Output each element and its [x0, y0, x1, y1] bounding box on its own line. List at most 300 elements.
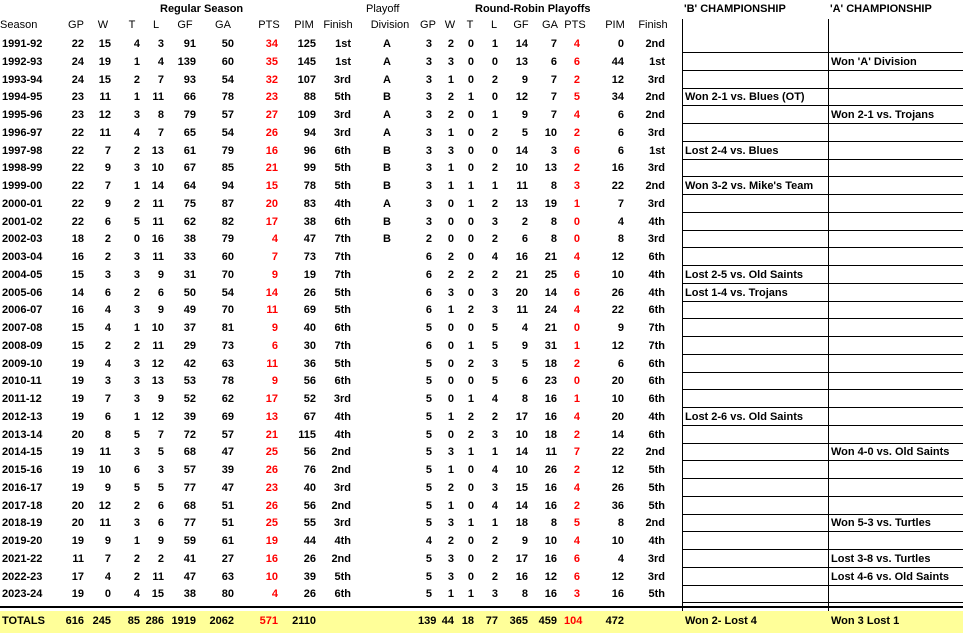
row-cell-pim: 38 — [303, 216, 316, 228]
row-cell-finish: 6th — [334, 216, 351, 228]
row-cell-rr-gf: 4 — [521, 322, 528, 334]
row-cell-w: 9 — [104, 198, 111, 210]
row-cell-season: 2010-11 — [2, 375, 42, 387]
row-cell-gf: 66 — [183, 91, 196, 103]
row-cell-rr-gf: 6 — [521, 233, 528, 245]
row-cell-rr-pim: 26 — [611, 287, 624, 299]
row-cell-gf: 29 — [183, 340, 196, 352]
row-cell-finish: 5th — [334, 304, 351, 316]
row-cell-rr-finish: 6th — [648, 393, 665, 405]
row-cell-rr-l: 3 — [491, 482, 498, 494]
row-cell-t: 3 — [133, 251, 140, 263]
row-cell-rr-pts: 4 — [573, 482, 580, 494]
row-cell-season: 2001-02 — [2, 216, 43, 228]
row-cell-rr-l: 2 — [491, 74, 498, 86]
row-cell-rr-finish: 5th — [648, 588, 665, 600]
totals-w: 245 — [92, 615, 111, 627]
row-cell-rr-ga: 19 — [544, 198, 557, 210]
row-cell-rr-gf: 2 — [521, 216, 528, 228]
row-cell-rr-w: 1 — [447, 127, 454, 139]
row-cell-rr-ga: 26 — [544, 464, 557, 476]
row-cell-finish: 7th — [334, 251, 351, 263]
row-cell-t: 2 — [133, 287, 140, 299]
totals-a-championship: Won 3 Lost 1 — [831, 615, 900, 627]
row-cell-pts: 9 — [271, 269, 278, 281]
column-header-ga: GA — [215, 19, 231, 31]
row-cell-rr-pts: 2 — [573, 464, 580, 476]
row-cell-rr-l: 0 — [491, 145, 498, 157]
row-cell-rr-gf: 9 — [521, 74, 528, 86]
row-cell-rr-gp: 5 — [425, 517, 432, 529]
row-cell-rr-l: 2 — [491, 571, 498, 583]
row-cell-w: 0 — [104, 588, 111, 600]
row-cell-division: B — [383, 162, 391, 174]
totals-rr-ga: 459 — [538, 615, 557, 627]
row-cell-rr-t: 0 — [467, 287, 474, 299]
row-cell-finish: 3rd — [333, 127, 351, 139]
row-cell-w: 11 — [99, 127, 111, 139]
row-cell-rr-gp: 3 — [425, 109, 432, 121]
row-cell-rr-finish: 3rd — [647, 233, 665, 245]
row-cell-gf: 68 — [183, 446, 196, 458]
b-championship-heading: 'B' CHAMPIONSHIP — [684, 3, 786, 15]
row-cell-t: 1 — [133, 91, 140, 103]
row-cell-gp: 14 — [71, 287, 84, 299]
row-cell-pts: 13 — [265, 411, 278, 423]
row-cell-division: B — [383, 216, 391, 228]
column-header-rr-gp: GP — [420, 19, 436, 31]
row-cell-rr-gf: 6 — [521, 375, 528, 387]
row-cell-gp: 19 — [71, 464, 84, 476]
row-cell-rr-gp: 6 — [425, 269, 432, 281]
row-cell-l: 11 — [152, 91, 164, 103]
row-cell-ga: 78 — [221, 375, 234, 387]
row-cell-rr-gp: 3 — [425, 56, 432, 68]
row-cell-l: 5 — [157, 446, 164, 458]
row-cell-rr-l: 3 — [491, 216, 498, 228]
row-cell-rr-l: 1 — [491, 109, 498, 121]
row-cell-rr-l: 2 — [491, 162, 498, 174]
row-cell-rr-l: 1 — [491, 517, 498, 529]
row-cell-w: 4 — [104, 322, 111, 334]
row-cell-rr-pim: 10 — [611, 393, 624, 405]
row-divider — [682, 318, 963, 319]
row-divider — [682, 496, 963, 497]
row-divider — [682, 52, 963, 53]
row-cell-rr-gf: 8 — [521, 588, 528, 600]
playoff-heading: Playoff — [366, 3, 400, 15]
row-cell-season: 1997-98 — [2, 145, 43, 157]
row-cell-rr-pim: 9 — [617, 322, 624, 334]
column-header-pim: PIM — [294, 19, 314, 31]
row-cell-pim: 56 — [303, 446, 316, 458]
row-cell-ga: 70 — [221, 269, 234, 281]
row-cell-gp: 20 — [71, 500, 84, 512]
row-cell-rr-pts: 3 — [573, 588, 580, 600]
row-cell-rr-gp: 2 — [425, 233, 432, 245]
row-divider — [682, 602, 963, 603]
row-divider — [682, 425, 963, 426]
row-cell-rr-finish: 1st — [649, 56, 665, 68]
row-cell-pts: 17 — [265, 393, 278, 405]
row-cell-rr-gf: 5 — [521, 127, 528, 139]
row-cell-l: 6 — [157, 500, 164, 512]
totals-t: 85 — [127, 615, 140, 627]
row-cell-rr-t: 0 — [467, 375, 474, 387]
row-cell-l: 10 — [151, 162, 164, 174]
row-cell-rr-ga: 31 — [544, 340, 557, 352]
row-cell-l: 3 — [157, 38, 164, 50]
row-cell-pts: 27 — [265, 109, 278, 121]
row-cell-rr-w: 0 — [447, 340, 454, 352]
row-cell-gp: 19 — [71, 375, 84, 387]
row-cell-rr-finish: 3rd — [647, 74, 665, 86]
row-cell-ga: 54 — [221, 74, 234, 86]
row-cell-rr-pts: 5 — [573, 91, 580, 103]
row-cell-rr-finish: 1st — [649, 145, 665, 157]
row-cell-finish: 5th — [334, 162, 351, 174]
row-cell-w: 3 — [104, 375, 111, 387]
row-cell-rr-l: 2 — [491, 233, 498, 245]
row-cell-rr-finish: 6th — [648, 358, 665, 370]
row-cell-rr-pim: 20 — [611, 375, 624, 387]
row-cell-rr-gf: 8 — [521, 393, 528, 405]
row-cell-rr-ga: 18 — [544, 429, 557, 441]
row-cell-pts: 26 — [265, 127, 278, 139]
row-cell-l: 9 — [157, 304, 164, 316]
row-cell-finish: 6th — [334, 145, 351, 157]
row-cell-season: 2022-23 — [2, 571, 43, 583]
row-cell-rr-ga: 10 — [544, 127, 557, 139]
row-cell-l: 11 — [152, 251, 164, 263]
row-cell-l: 6 — [157, 287, 164, 299]
row-cell-pim: 40 — [303, 322, 316, 334]
row-cell-rr-finish: 2nd — [645, 180, 665, 192]
row-cell-rr-w: 0 — [447, 233, 454, 245]
row-cell-ga: 63 — [221, 358, 234, 370]
row-cell-season: 1993-94 — [2, 74, 43, 86]
row-cell-pts: 14 — [265, 287, 278, 299]
row-cell-rr-l: 0 — [491, 91, 498, 103]
row-divider — [682, 407, 963, 408]
row-cell-l: 9 — [157, 535, 164, 547]
row-cell-rr-gp: 5 — [425, 322, 432, 334]
row-cell-gp: 19 — [71, 482, 84, 494]
row-cell-rr-ga: 16 — [544, 500, 557, 512]
row-cell-gf: 72 — [183, 429, 196, 441]
row-cell-pts: 7 — [271, 251, 278, 263]
row-cell-pts: 4 — [271, 233, 278, 245]
row-cell-rr-finish: 3rd — [647, 198, 665, 210]
row-cell-gf: 91 — [183, 38, 196, 50]
row-cell-division: B — [383, 233, 391, 245]
row-cell-rr-ga: 6 — [550, 56, 557, 68]
row-cell-rr-gf: 10 — [515, 464, 528, 476]
row-cell-pts: 26 — [265, 500, 278, 512]
row-cell-rr-t: 1 — [467, 588, 474, 600]
row-cell-rr-pts: 4 — [573, 411, 580, 423]
row-cell-pts: 11 — [266, 304, 278, 316]
row-cell-rr-pts: 0 — [573, 216, 580, 228]
row-cell-l: 13 — [151, 375, 164, 387]
row-cell-division: B — [383, 145, 391, 157]
row-cell-rr-gf: 13 — [515, 56, 528, 68]
row-divider — [682, 460, 963, 461]
row-divider — [682, 194, 963, 195]
column-header-rr-w: W — [444, 19, 456, 31]
row-cell-rr-w: 2 — [447, 482, 454, 494]
row-cell-rr-gp: 5 — [425, 358, 432, 370]
row-cell-gf: 52 — [183, 393, 196, 405]
row-cell-l: 11 — [152, 571, 164, 583]
row-cell-rr-t: 0 — [467, 233, 474, 245]
row-cell-rr-finish: 5th — [648, 482, 665, 494]
row-cell-w: 7 — [104, 180, 111, 192]
row-cell-rr-gf: 17 — [515, 411, 528, 423]
row-cell-t: 1 — [133, 411, 140, 423]
row-cell-gp: 23 — [71, 91, 84, 103]
row-cell-finish: 2nd — [331, 464, 351, 476]
row-cell-gf: 67 — [183, 162, 196, 174]
row-cell-rr-t: 0 — [467, 571, 474, 583]
row-cell-rr-l: 4 — [491, 464, 498, 476]
row-cell-t: 5 — [133, 216, 140, 228]
column-header-rr-l: L — [490, 19, 498, 31]
row-cell-season: 2015-16 — [2, 464, 43, 476]
row-cell-rr-pim: 22 — [611, 446, 624, 458]
row-cell-rr-gf: 10 — [515, 429, 528, 441]
row-cell-rr-t: 0 — [467, 109, 474, 121]
row-cell-finish: 7th — [334, 233, 351, 245]
row-cell-season: 1992-93 — [2, 56, 43, 68]
row-cell-t: 3 — [133, 393, 140, 405]
row-cell-rr-t: 0 — [467, 216, 474, 228]
row-cell-rr-pim: 34 — [611, 91, 624, 103]
row-cell-rr-pim: 22 — [611, 304, 624, 316]
row-cell-rr-pts: 2 — [573, 358, 580, 370]
row-cell-pts: 9 — [271, 322, 278, 334]
row-cell-gp: 19 — [71, 358, 84, 370]
row-cell-t: 3 — [133, 517, 140, 529]
row-cell-rr-pts: 0 — [573, 233, 580, 245]
row-cell-w: 11 — [99, 446, 111, 458]
row-cell-t: 2 — [133, 198, 140, 210]
column-header-gp: GP — [68, 19, 84, 31]
row-cell-gp: 17 — [71, 571, 84, 583]
row-cell-pts: 23 — [265, 482, 278, 494]
row-cell-rr-t: 0 — [467, 38, 474, 50]
row-cell-rr-t: 2 — [467, 269, 474, 281]
row-cell-gp: 19 — [71, 535, 84, 547]
row-cell-rr-t: 0 — [467, 56, 474, 68]
row-cell-rr-gp: 3 — [425, 127, 432, 139]
row-cell-division — [364, 267, 410, 284]
row-cell-rr-w: 3 — [447, 553, 454, 565]
row-cell-l: 11 — [152, 340, 164, 352]
row-cell-t: 4 — [133, 588, 140, 600]
row-cell-rr-gf: 17 — [515, 553, 528, 565]
row-cell-rr-l: 3 — [491, 287, 498, 299]
row-cell-w: 9 — [104, 482, 111, 494]
row-cell-rr-w: 1 — [447, 411, 454, 423]
row-cell-finish: 4th — [334, 429, 351, 441]
row-cell-rr-gf: 9 — [521, 340, 528, 352]
row-cell-rr-gp: 3 — [425, 145, 432, 157]
row-cell-rr-l: 3 — [491, 304, 498, 316]
row-cell-l: 15 — [151, 588, 164, 600]
row-cell-gp: 19 — [71, 411, 84, 423]
row-cell-rr-pim: 44 — [611, 56, 624, 68]
row-cell-gf: 77 — [183, 517, 196, 529]
row-cell-ga: 80 — [221, 588, 234, 600]
row-cell-l: 9 — [157, 393, 164, 405]
row-cell-rr-gf: 21 — [515, 269, 528, 281]
row-cell-rr-pim: 20 — [611, 411, 624, 423]
row-cell-rr-ga: 13 — [544, 162, 557, 174]
row-cell-w: 6 — [104, 411, 111, 423]
row-cell-rr-gf: 15 — [515, 482, 528, 494]
row-cell-ga: 73 — [221, 340, 234, 352]
row-divider — [682, 301, 963, 302]
row-cell-pim: 73 — [303, 251, 316, 263]
row-cell-rr-pts: 6 — [573, 553, 580, 565]
a-championship-heading: 'A' CHAMPIONSHIP — [830, 3, 932, 15]
row-cell-rr-gf: 9 — [521, 109, 528, 121]
row-cell-gp: 16 — [71, 304, 84, 316]
row-cell-l: 7 — [157, 127, 164, 139]
round-robin-heading: Round-Robin Playoffs — [475, 3, 591, 15]
row-cell-pim: 88 — [303, 91, 316, 103]
row-cell-rr-w: 0 — [447, 198, 454, 210]
row-cell-ga: 69 — [221, 411, 234, 423]
row-cell-season: 2009-10 — [2, 358, 43, 370]
a-championship-result: Lost 4-6 vs. Old Saints — [831, 571, 949, 583]
row-cell-rr-pim: 6 — [617, 109, 624, 121]
row-cell-rr-pim: 10 — [611, 269, 624, 281]
row-cell-finish: 3rd — [333, 393, 351, 405]
row-cell-rr-pts: 4 — [573, 38, 580, 50]
row-cell-rr-gf: 13 — [515, 198, 528, 210]
row-cell-rr-gf: 16 — [515, 571, 528, 583]
row-cell-pts: 19 — [265, 535, 278, 547]
row-cell-rr-gf: 10 — [515, 162, 528, 174]
row-cell-pts: 15 — [265, 180, 278, 192]
row-divider — [682, 123, 963, 124]
row-cell-t: 6 — [133, 464, 140, 476]
row-cell-rr-w: 1 — [447, 180, 454, 192]
totals-rr-pts: 104 — [564, 615, 583, 627]
row-cell-season: 2021-22 — [2, 553, 43, 565]
row-cell-gf: 75 — [183, 198, 196, 210]
row-cell-pim: 19 — [303, 269, 316, 281]
row-cell-division — [364, 302, 410, 319]
row-cell-rr-w: 0 — [447, 375, 454, 387]
row-cell-t: 4 — [133, 38, 140, 50]
a-championship-result: Won 4-0 vs. Old Saints — [831, 446, 950, 458]
row-cell-ga: 79 — [221, 145, 234, 157]
row-cell-rr-ga: 8 — [550, 233, 557, 245]
row-cell-division — [364, 462, 410, 479]
row-cell-rr-finish: 3rd — [647, 162, 665, 174]
row-cell-gp: 22 — [71, 198, 84, 210]
row-divider — [682, 230, 963, 231]
row-cell-gf: 49 — [183, 304, 196, 316]
b-championship-result: Lost 2-5 vs. Old Saints — [685, 269, 803, 281]
column-header-rr-pts: PTS — [564, 19, 586, 31]
row-cell-pts: 21 — [265, 162, 278, 174]
row-cell-season: 2017-18 — [2, 500, 43, 512]
row-cell-finish: 4th — [334, 198, 351, 210]
row-cell-rr-finish: 4th — [648, 269, 665, 281]
row-cell-rr-l: 4 — [491, 251, 498, 263]
row-cell-w: 7 — [104, 393, 111, 405]
row-cell-rr-gp: 5 — [425, 571, 432, 583]
row-cell-w: 11 — [99, 91, 111, 103]
row-cell-ga: 85 — [221, 162, 234, 174]
row-divider — [682, 478, 963, 479]
row-cell-gf: 37 — [183, 322, 196, 334]
row-cell-finish: 4th — [334, 411, 351, 423]
row-cell-rr-finish: 2nd — [645, 38, 665, 50]
row-cell-pim: 115 — [298, 429, 316, 441]
row-cell-rr-pim: 12 — [611, 571, 624, 583]
row-cell-rr-pts: 4 — [573, 304, 580, 316]
row-cell-rr-t: 0 — [467, 251, 474, 263]
row-cell-rr-gp: 5 — [425, 588, 432, 600]
row-cell-finish: 5th — [334, 358, 351, 370]
row-cell-rr-w: 1 — [447, 74, 454, 86]
row-cell-rr-ga: 10 — [544, 535, 557, 547]
row-cell-ga: 78 — [221, 91, 234, 103]
row-cell-l: 6 — [157, 517, 164, 529]
row-cell-rr-t: 0 — [467, 464, 474, 476]
row-cell-rr-ga: 7 — [550, 91, 557, 103]
row-cell-l: 9 — [157, 269, 164, 281]
row-cell-rr-gf: 16 — [515, 251, 528, 263]
row-cell-rr-pim: 4 — [617, 216, 624, 228]
row-cell-t: 2 — [133, 340, 140, 352]
row-cell-rr-gf: 9 — [521, 535, 528, 547]
row-cell-gp: 22 — [71, 216, 84, 228]
row-cell-season: 1999-00 — [2, 180, 43, 192]
row-cell-t: 2 — [133, 500, 140, 512]
row-cell-gf: 53 — [183, 375, 196, 387]
row-cell-rr-gp: 6 — [425, 304, 432, 316]
row-cell-l: 4 — [157, 56, 164, 68]
row-cell-pim: 109 — [297, 109, 316, 121]
row-cell-finish: 1st — [335, 38, 351, 50]
row-cell-pts: 23 — [265, 91, 278, 103]
row-cell-rr-gf: 14 — [515, 500, 528, 512]
column-header-t: T — [128, 19, 136, 31]
row-cell-rr-w: 2 — [447, 109, 454, 121]
totals-rr-t: 18 — [461, 615, 474, 627]
row-cell-finish: 7th — [334, 340, 351, 352]
row-cell-pim: 99 — [303, 162, 316, 174]
row-cell-rr-gf: 11 — [516, 180, 528, 192]
row-cell-finish: 6th — [334, 322, 351, 334]
row-cell-pim: 30 — [303, 340, 316, 352]
row-cell-pim: 40 — [303, 482, 316, 494]
row-cell-gf: 57 — [183, 464, 196, 476]
row-cell-rr-ga: 7 — [550, 74, 557, 86]
row-cell-division — [364, 338, 410, 355]
b-championship-result: Won 2-1 vs. Blues (OT) — [685, 91, 805, 103]
b-championship-result: Won 3-2 vs. Mike's Team — [685, 180, 814, 192]
row-cell-gf: 50 — [183, 287, 196, 299]
row-cell-w: 2 — [104, 233, 111, 245]
row-cell-t: 1 — [133, 180, 140, 192]
